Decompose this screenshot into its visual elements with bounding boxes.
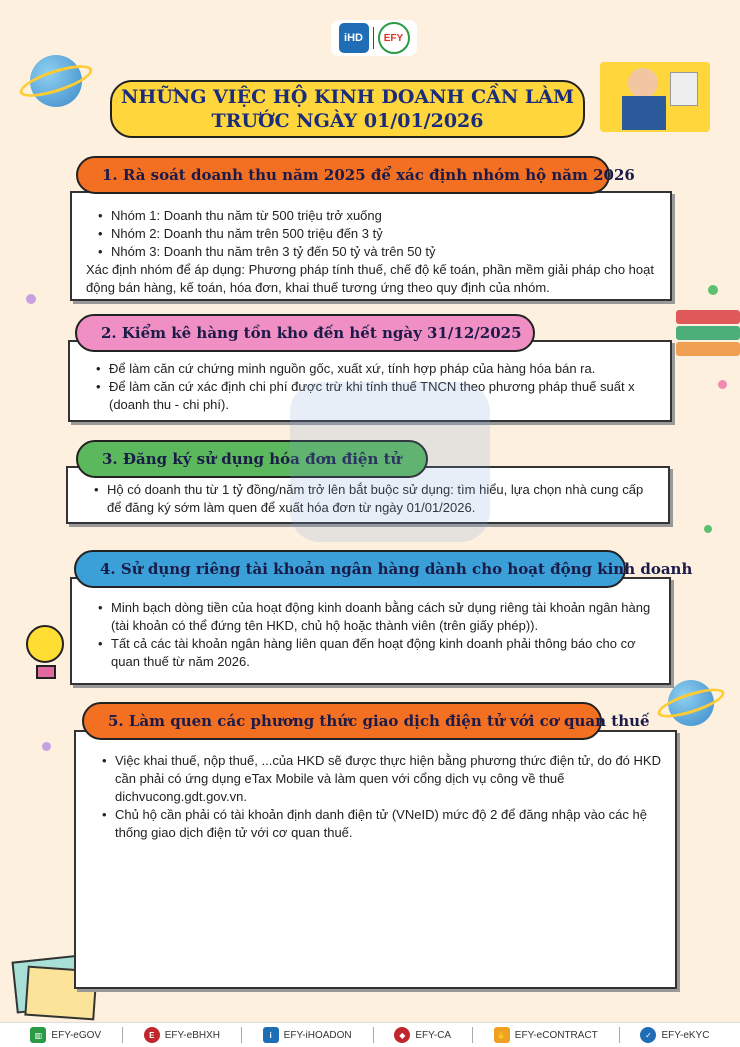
decoration-dot bbox=[704, 525, 712, 533]
section-4-heading: 4. Sử dụng riêng tài khoản ngân hàng dành cho hoạt động kinh doanh bbox=[74, 550, 626, 588]
title-line-1: NHỮNG VIỆC HỘ KINH DOANH CẦN LÀM bbox=[120, 86, 575, 108]
section-4-bullet: • Minh bạch dòng tiền của hoạt động kinh doanh bằng cách sử dụng riêng tài khoản ngân hàng (tài khoản có thể đứng tên HKD, chủ hộ hoặc thành viên (trên giấy phép)). bbox=[86, 599, 655, 635]
ihd-icon: i bbox=[263, 1027, 279, 1043]
check-icon: ✓ bbox=[640, 1027, 656, 1043]
footer-item-econtract[interactable] bbox=[494, 1027, 598, 1043]
footer-divider bbox=[241, 1027, 242, 1043]
decoration-dot bbox=[708, 285, 718, 295]
footer-label: EFY-eKYC bbox=[661, 1029, 710, 1041]
section-4-body bbox=[70, 577, 671, 685]
section-5-body bbox=[74, 730, 677, 989]
tax-officer-illustration bbox=[600, 62, 710, 132]
efy-icon: E bbox=[144, 1027, 160, 1043]
footer-item-ihoadon[interactable] bbox=[263, 1027, 352, 1043]
section-1-paragraph: Xác định nhóm để áp dụng: Phương pháp tính thuế, chế độ kế toán, phần mềm giải pháp cho hoạt động bán hàng, kế toán, hóa đơn, khai thuế tương ứng theo quy định của nhóm. bbox=[86, 262, 654, 295]
footer-label: EFY-eGOV bbox=[51, 1029, 102, 1041]
footer-item-ca[interactable] bbox=[394, 1027, 451, 1043]
section-1-body bbox=[70, 191, 672, 301]
section-2-body bbox=[68, 340, 672, 422]
decoration-dot bbox=[26, 294, 36, 304]
section-5-bullet: • Chủ hộ cần phải có tài khoản định danh điện tử (VNeID) mức độ 2 để đăng nhập vào các hệ thống giao dịch điện tử với cơ quan thuế. bbox=[90, 806, 661, 842]
footer-item-ebhxh[interactable] bbox=[144, 1027, 220, 1043]
lightbulb-illustration bbox=[26, 625, 66, 685]
section-1-heading: 1. Rà soát doanh thu năm 2025 để xác định nhóm hộ năm 2026 bbox=[76, 156, 610, 194]
brand-logos bbox=[331, 20, 417, 56]
building-icon: ▥ bbox=[30, 1027, 46, 1043]
section-2-bullet: • Để làm căn cứ xác định chi phí được trừ khi tính thuế TNCN theo phương pháp thuế suất x (doanh thu - chi phí). bbox=[84, 378, 656, 414]
section-1-bullet: • Nhóm 3: Doanh thu năm trên 3 tỷ đến 50 tỷ và trên 50 tỷ bbox=[86, 243, 656, 261]
footer-item-ekyc[interactable] bbox=[640, 1027, 709, 1043]
footer-divider bbox=[373, 1027, 374, 1043]
section-3-heading: 3. Đăng ký sử dụng hóa đơn điện tử bbox=[76, 440, 428, 478]
efy-logo: EFY bbox=[378, 22, 410, 54]
ihd-logo: iHD bbox=[339, 23, 369, 53]
footer-divider bbox=[122, 1027, 123, 1043]
shield-icon: ◆ bbox=[394, 1027, 410, 1043]
footer-product-bar bbox=[0, 1022, 740, 1047]
title-line-2: TRƯỚC NGÀY 01/01/2026 bbox=[211, 110, 484, 132]
footer-label: EFY-eBHXH bbox=[164, 1029, 220, 1041]
footer-label: EFY-iHOADON bbox=[283, 1029, 352, 1041]
footer-divider bbox=[472, 1027, 473, 1043]
section-5-bullet: • Việc khai thuế, nộp thuế, ...của HKD sẽ được thực hiện bằng phương thức điện tử, do đó HKD cần phải có ứng dụng eTax Mobile và làm quen với cổng dịch vụ công về thuế dichvucong.gdt.gov.vn. bbox=[90, 752, 661, 806]
section-2-heading: 2. Kiểm kê hàng tồn kho đến hết ngày 31/12/2025 bbox=[75, 314, 535, 352]
handshake-icon: ✋ bbox=[494, 1027, 510, 1043]
footer-divider bbox=[619, 1027, 620, 1043]
section-2-bullet: • Để làm căn cứ chứng minh nguồn gốc, xuất xứ, tính hợp pháp của hàng hóa bán ra. bbox=[84, 360, 656, 378]
footer-label: EFY-CA bbox=[415, 1029, 452, 1041]
page-title bbox=[110, 80, 585, 138]
section-4-bullet: • Tất cả các tài khoản ngân hàng liên quan đến hoạt động kinh doanh phải thông báo cho cơ quan thuế từ năm 2026. bbox=[86, 635, 655, 671]
books-illustration bbox=[676, 310, 740, 360]
footer-label: EFY-eCONTRACT bbox=[514, 1029, 598, 1041]
section-3-bullet: • Hộ có doanh thu từ 1 tỷ đồng/năm trở lên bắt buộc sử dụng: tìm hiểu, lựa chọn nhà cung cấp để đăng ký sớm làm quen để xuất hóa đơn từ ngày 01/01/2026. bbox=[82, 481, 654, 517]
section-5-heading: 5. Làm quen các phương thức giao dịch điện tử với cơ quan thuế bbox=[82, 702, 602, 740]
decoration-dot bbox=[42, 742, 51, 751]
section-1-bullet: • Nhóm 1: Doanh thu năm từ 500 triệu trở xuống bbox=[86, 207, 656, 225]
logo-divider bbox=[373, 27, 374, 49]
decoration-dot bbox=[718, 380, 727, 389]
section-1-bullet: • Nhóm 2: Doanh thu năm trên 500 triệu đến 3 tỷ bbox=[86, 225, 656, 243]
footer-item-egov[interactable] bbox=[30, 1027, 101, 1043]
